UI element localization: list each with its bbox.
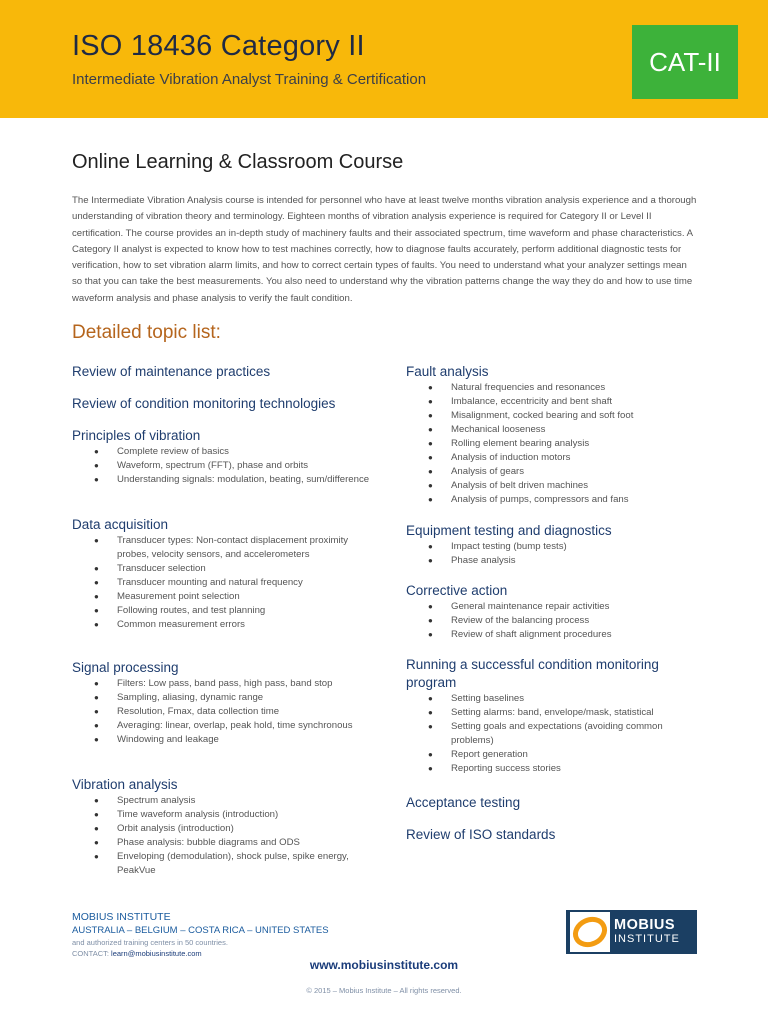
logo-text <box>614 918 680 946</box>
list-item-text: General maintenance repair activities <box>451 601 610 612</box>
list-item <box>72 677 372 691</box>
list-item <box>72 604 372 618</box>
bullet-icon: ● <box>428 630 433 639</box>
topics-right-column <box>406 363 706 883</box>
topic-title: Signal processing <box>72 660 179 675</box>
list-item-text: Reporting success stories <box>451 763 561 774</box>
topic-title: Review of ISO standards <box>406 827 556 842</box>
list-item <box>72 618 372 632</box>
list-item-text: Setting goals and expectations (avoiding common problems) <box>451 721 663 746</box>
footer-centers: and authorized training centers in 50 countries. <box>72 938 228 947</box>
list-item <box>406 692 706 706</box>
bullet-icon: ● <box>94 824 99 833</box>
list-item-text: Waveform, spectrum (FFT), phase and orbits <box>117 460 309 471</box>
bullet-icon: ● <box>428 542 433 551</box>
intro-paragraph: The Intermediate Vibration Analysis course is intended for personnel who have at least twelve months vibration analysis experience and a thorough understanding of vibration theory and terminology. Eighteen months of vibration analysis experience is required for Category II or Level II certification. The course provides an in-depth study of machinery faults and their associated spectrum, time waveform and phase characteristics. A Category II analyst is expected to know how to test machines correctly, how to diagnose faults accurately, perform additional diagnostic tests for verification, how to set vibration alarm limits, and how to correct certain types of faults. You need to understand what your analyzer settings mean so that you can take the best measurements. You also need to understand why the vibration patterns change the way they do and how to use time waveform analysis and phase analysis to verify the fault condition. <box>72 195 697 304</box>
topic-section <box>406 656 706 776</box>
topic-bullet-list <box>72 794 372 878</box>
topic-section <box>72 776 372 878</box>
bullet-icon: ● <box>428 397 433 406</box>
topic-title: Review of maintenance practices <box>72 364 271 379</box>
bullet-icon: ● <box>428 764 433 773</box>
topic-title: Equipment testing and diagnostics <box>406 523 612 538</box>
bullet-icon: ● <box>428 467 433 476</box>
list-item-text: Filters: Low pass, band pass, high pass, band stop <box>117 678 333 689</box>
list-item <box>72 850 372 878</box>
topic-section <box>72 363 372 381</box>
list-item <box>406 748 706 762</box>
list-item <box>72 576 372 590</box>
list-item-text: Windowing and leakage <box>117 734 219 745</box>
bullet-icon: ● <box>94 852 99 861</box>
list-item <box>72 459 372 473</box>
course-heading: Online Learning & Classroom Course <box>72 151 404 173</box>
bullet-icon: ● <box>94 735 99 744</box>
bullet-icon: ● <box>94 536 99 545</box>
topic-bullet-list <box>406 381 706 507</box>
mobius-ring-icon <box>570 912 610 952</box>
bullet-icon: ● <box>94 679 99 688</box>
copyright-notice: © 2015 – Mobius Institute – All rights reserved. <box>306 986 462 995</box>
bullet-icon: ● <box>428 602 433 611</box>
bullet-icon: ● <box>94 578 99 587</box>
logo-line-1: MOBIUS <box>614 917 675 933</box>
list-item-text: Enveloping (demodulation), shock pulse, spike energy, PeakVue <box>117 851 349 876</box>
topic-bullet-list <box>406 540 706 568</box>
topic-section <box>406 522 706 568</box>
list-item <box>72 691 372 705</box>
list-item <box>406 720 706 748</box>
topic-bullet-list <box>72 677 372 747</box>
topic-title: Running a successful condition monitoring program <box>406 657 659 690</box>
list-item <box>406 614 706 628</box>
list-item-text: Averaging: linear, overlap, peak hold, time synchronous <box>117 720 353 731</box>
list-item <box>72 562 372 576</box>
list-item <box>406 437 706 451</box>
list-item <box>72 808 372 822</box>
list-item <box>406 762 706 776</box>
list-item <box>406 540 706 554</box>
list-item-text: Spectrum analysis <box>117 795 196 806</box>
list-item-text: Natural frequencies and resonances <box>451 382 606 393</box>
list-item <box>72 733 372 747</box>
bullet-icon: ● <box>94 810 99 819</box>
list-item <box>72 822 372 836</box>
topic-bullet-list <box>72 534 372 632</box>
list-item-text: Following routes, and test planning <box>117 605 266 616</box>
bullet-icon: ● <box>428 616 433 625</box>
list-item-text: Rolling element bearing analysis <box>451 438 590 449</box>
bullet-icon: ● <box>428 453 433 462</box>
list-item-text: Orbit analysis (introduction) <box>117 823 234 834</box>
list-item <box>72 705 372 719</box>
list-item-text: Impact testing (bump tests) <box>451 541 567 552</box>
topic-title: Acceptance testing <box>406 795 521 810</box>
bullet-icon: ● <box>94 796 99 805</box>
website-link[interactable]: www.mobiusinstitute.com <box>309 958 459 972</box>
topic-title: Fault analysis <box>406 364 489 379</box>
bullet-icon: ● <box>94 693 99 702</box>
bullet-icon: ● <box>428 411 433 420</box>
topic-section <box>72 427 372 487</box>
list-item-text: Analysis of belt driven machines <box>451 480 589 491</box>
topic-section <box>406 794 706 812</box>
list-item-text: Transducer types: Non-contact displacement proximity probes, velocity sensors, and accelerometers <box>117 535 349 560</box>
bullet-icon: ● <box>428 425 433 434</box>
list-item <box>406 409 706 423</box>
document-title: ISO 18436 Category II <box>72 30 365 62</box>
list-item <box>406 493 706 507</box>
list-item <box>72 836 372 850</box>
bullet-icon: ● <box>428 481 433 490</box>
bullet-icon: ● <box>428 556 433 565</box>
topic-title: Corrective action <box>406 583 508 598</box>
topic-section <box>72 659 372 747</box>
topic-section <box>406 363 706 507</box>
list-item <box>406 423 706 437</box>
list-item-text: Transducer mounting and natural frequency <box>117 577 303 588</box>
topic-list-heading: Detailed topic list: <box>72 322 221 343</box>
bullet-icon: ● <box>428 694 433 703</box>
bullet-icon: ● <box>94 838 99 847</box>
list-item <box>72 473 372 487</box>
header-banner <box>0 0 768 118</box>
list-item <box>406 479 706 493</box>
list-item <box>72 719 372 733</box>
list-item <box>406 554 706 568</box>
mobius-logo <box>566 910 697 954</box>
footer-countries: AUSTRALIA – BELGIUM – COSTA RICA – UNITED STATES <box>72 925 329 936</box>
contact-label: CONTACT: <box>72 949 109 958</box>
list-item <box>406 628 706 642</box>
list-item <box>406 600 706 614</box>
list-item-text: Understanding signals: modulation, beating, sum/difference <box>117 474 370 485</box>
list-item-text: Phase analysis: bubble diagrams and ODS <box>117 837 300 848</box>
list-item <box>406 381 706 395</box>
topics-left-column <box>72 363 372 883</box>
bullet-icon: ● <box>94 707 99 716</box>
list-item-text: Transducer selection <box>117 563 206 574</box>
topic-title: Principles of vibration <box>72 428 201 443</box>
footer-contact <box>72 910 329 959</box>
bullet-icon: ● <box>428 383 433 392</box>
bullet-icon: ● <box>94 447 99 456</box>
logo-line-2: INSTITUTE <box>614 933 680 945</box>
document-subtitle: Intermediate Vibration Analyst Training & Certification <box>72 71 427 88</box>
list-item-text: Sampling, aliasing, dynamic range <box>117 692 264 703</box>
intro-text <box>72 193 697 307</box>
footer-org-name: MOBIUS INSTITUTE <box>72 911 171 923</box>
topic-section <box>406 582 706 642</box>
list-item-text: Common measurement errors <box>117 619 245 630</box>
list-item-text: Setting baselines <box>451 693 525 704</box>
bullet-icon: ● <box>94 606 99 615</box>
list-item <box>72 534 372 562</box>
list-item-text: Review of the balancing process <box>451 615 590 626</box>
topic-bullet-list <box>406 600 706 642</box>
category-badge: CAT-II <box>632 25 738 99</box>
list-item-text: Review of shaft alignment procedures <box>451 629 612 640</box>
topic-title: Review of condition monitoring technologies <box>72 396 336 411</box>
list-item-text: Imbalance, eccentricity and bent shaft <box>451 396 613 407</box>
topic-section <box>72 395 372 413</box>
list-item <box>406 395 706 409</box>
bullet-icon: ● <box>428 495 433 504</box>
list-item-text: Misalignment, cocked bearing and soft foot <box>451 410 634 421</box>
list-item-text: Measurement point selection <box>117 591 240 602</box>
bullet-icon: ● <box>94 564 99 573</box>
list-item-text: Complete review of basics <box>117 446 229 457</box>
topic-section <box>72 516 372 632</box>
list-item <box>72 445 372 459</box>
list-item <box>72 590 372 604</box>
list-item-text: Phase analysis <box>451 555 516 566</box>
list-item <box>406 451 706 465</box>
list-item-text: Time waveform analysis (introduction) <box>117 809 279 820</box>
contact-email-link[interactable]: learn@mobiusinstitute.com <box>111 949 202 958</box>
bullet-icon: ● <box>94 461 99 470</box>
topic-bullet-list <box>72 445 372 487</box>
list-item-text: Analysis of gears <box>451 466 525 477</box>
list-item-text: Mechanical looseness <box>451 424 546 435</box>
list-item <box>406 465 706 479</box>
list-item-text: Analysis of pumps, compressors and fans <box>451 494 629 505</box>
list-item-text: Report generation <box>451 749 528 760</box>
list-item <box>72 794 372 808</box>
bullet-icon: ● <box>428 708 433 717</box>
topic-bullet-list <box>406 692 706 776</box>
topic-title: Data acquisition <box>72 517 169 532</box>
list-item-text: Analysis of induction motors <box>451 452 571 463</box>
topic-section <box>406 826 706 844</box>
bullet-icon: ● <box>428 750 433 759</box>
bullet-icon: ● <box>428 439 433 448</box>
list-item <box>406 706 706 720</box>
bullet-icon: ● <box>94 620 99 629</box>
bullet-icon: ● <box>428 722 433 731</box>
bullet-icon: ● <box>94 721 99 730</box>
bullet-icon: ● <box>94 592 99 601</box>
topic-title: Vibration analysis <box>72 777 178 792</box>
list-item-text: Resolution, Fmax, data collection time <box>117 706 280 717</box>
list-item-text: Setting alarms: band, envelope/mask, statistical <box>451 707 654 718</box>
bullet-icon: ● <box>94 475 99 484</box>
